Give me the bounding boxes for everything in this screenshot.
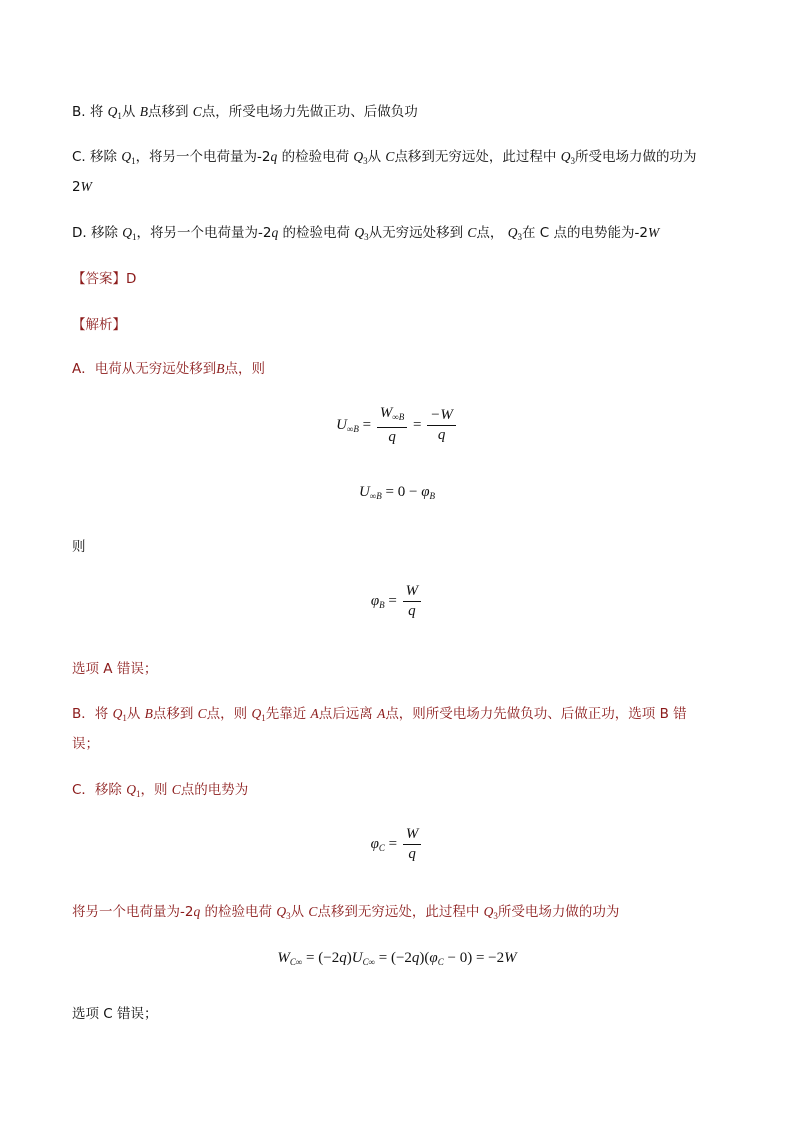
conclusion-c: 选项 C 错误； [72,1006,158,1022]
option-c-cont: 2W [72,179,92,195]
equation-phi-b: $\varphi_B$ = $\frac{W}{q}$ [0,583,794,620]
conclusion-a: 选项 A 错误； [72,661,158,677]
answer-value: D [126,271,137,287]
analysis-part-c: C．移除 $Q_1$，则 C点的电势为 [72,782,249,799]
analysis-part-a: A．电荷从无穷远处移到B点，则 [72,361,265,377]
analysis-part-b-cont: 误； [72,736,99,752]
equation-work-c-inf: $W_{C\infty} = (-2q)U_{C\infty} = (-2q)(\varphi_C - 0) = -2W$ [277,950,517,967]
equation-u-inf-b: $U_{\infty B}$ = $\frac{W_{\infty B}}{q}$ = $\frac{-W}{q}$ [0,405,794,446]
option-c: C. 移除 $Q_1$，将另一个电荷量为-2q 的检验电荷 $Q_3$从 C点移到无穷远处，此过程中 $Q_3$所受电场力做的功为 [72,149,697,166]
analysis-part-c2: 将另一个电荷量为-2q 的检验电荷 $Q_3$从 C点移到无穷远处，此过程中 $Q_3$所受电场力做的功为 [72,904,620,921]
answer-label: 【答案】 [72,271,126,287]
analysis-label: 【解析】 [72,317,126,333]
equation-u-inf-b-phi: $U_{\infty B} = 0 - \varphi_B$ [359,484,435,501]
analysis-part-b: B．将 $Q_1$从 B点移到 C点，则 $Q_1$先靠近 A点后远离 A点，则所受电场力先做负功、后做正功，选项 B 错 [72,706,687,723]
then-text: 则 [72,539,86,555]
equation-phi-c: $\varphi_C$ = $\frac{W}{q}$ [0,826,794,863]
option-b: B. 将 $Q_1$从 B点移到 C点，所受电场力先做正功、后做负功 [72,104,418,121]
option-d: D. 移除 $Q_1$，将另一个电荷量为-2q 的检验电荷 $Q_3$从无穷远处移到 C点， $Q_3$在 C 点的电势能为-2W [72,225,660,242]
answer [72,270,136,288]
